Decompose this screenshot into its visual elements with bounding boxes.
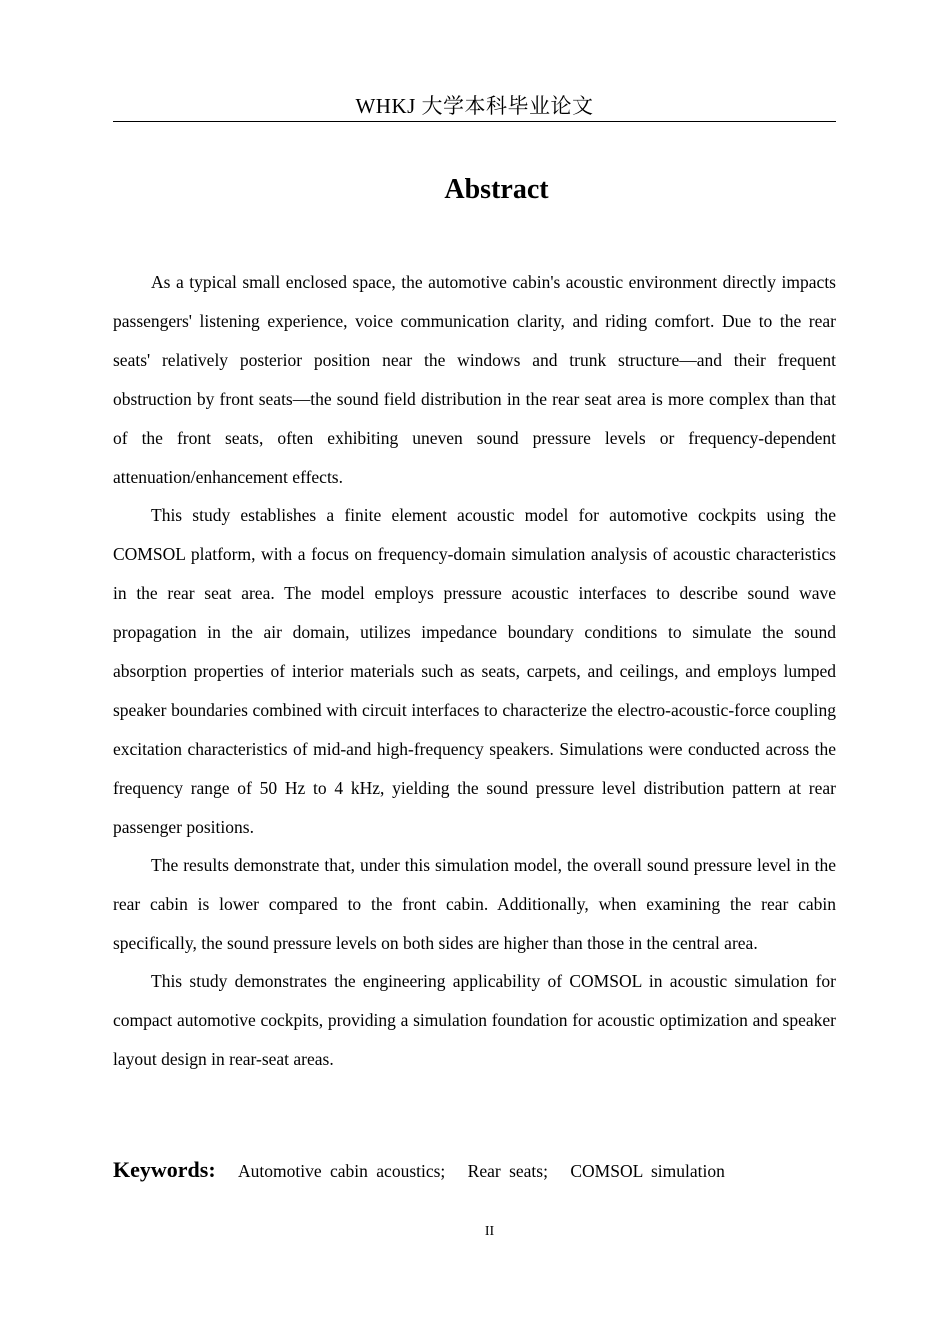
abstract-title: Abstract — [444, 174, 549, 205]
abstract-paragraph-3: The results demonstrate that, under this simulation model, the overall sound pressure level in the rear cabin is lower compared to the front cabin. Additionally, when examining the rear cabin specifically, the sound pressure levels on both sides are higher than those in the central area. — [113, 855, 836, 953]
abstract-paragraph-1: As a typical small enclosed space, the automotive cabin's acoustic environment directly impacts passengers' listening experience, voice communication clarity, and riding comfort. Due to the rear seats' relatively posterior position near the windows and trunk structure—and their frequent obstruction by front seats—the sound field distribution in the rear seat area is more complex than that of the front seats, often exhibiting uneven sound pressure levels or frequency-dependent attenuation/enhancement effects. — [113, 272, 836, 487]
keyword-term: COMSOL simulation — [570, 1161, 725, 1181]
header-rule — [113, 121, 836, 122]
running-header: WHKJ 大学本科毕业论文 — [355, 94, 594, 118]
page-number: II — [484, 1224, 495, 1239]
abstract-paragraph-2: This study establishes a finite element acoustic model for automotive cockpits using the COMSOL platform, with a focus on frequency-domain simulation analysis of acoustic characteristics in the rear seat area. The model employs pressure acoustic interfaces to describe sound wave propagation in the air domain, utilizes impedance boundary conditions to simulate the sound absorption properties of interior materials such as seats, carpets, and ceilings, and employs lumped speaker boundaries combined with circuit interfaces to characterize the electro-acoustic-force coupling excitation characteristics of mid-and high-frequency speakers. Simulations were conducted across the frequency range of 50 Hz to 4 kHz, yielding the sound pressure level distribution pattern at rear passenger positions. — [113, 505, 836, 837]
keywords-label: Keywords: — [113, 1157, 216, 1182]
keyword-term: Rear seats; — [467, 1161, 548, 1181]
abstract-paragraph-4: This study demonstrates the engineering applicability of COMSOL in acoustic simulation for compact automotive cockpits, providing a simulation foundation for acoustic optimization and speaker layout design in rear-seat areas. — [113, 971, 836, 1069]
abstract-body — [113, 263, 836, 1078]
keywords-line — [113, 1153, 836, 1188]
keyword-term: Automotive cabin acoustics; — [238, 1161, 446, 1181]
